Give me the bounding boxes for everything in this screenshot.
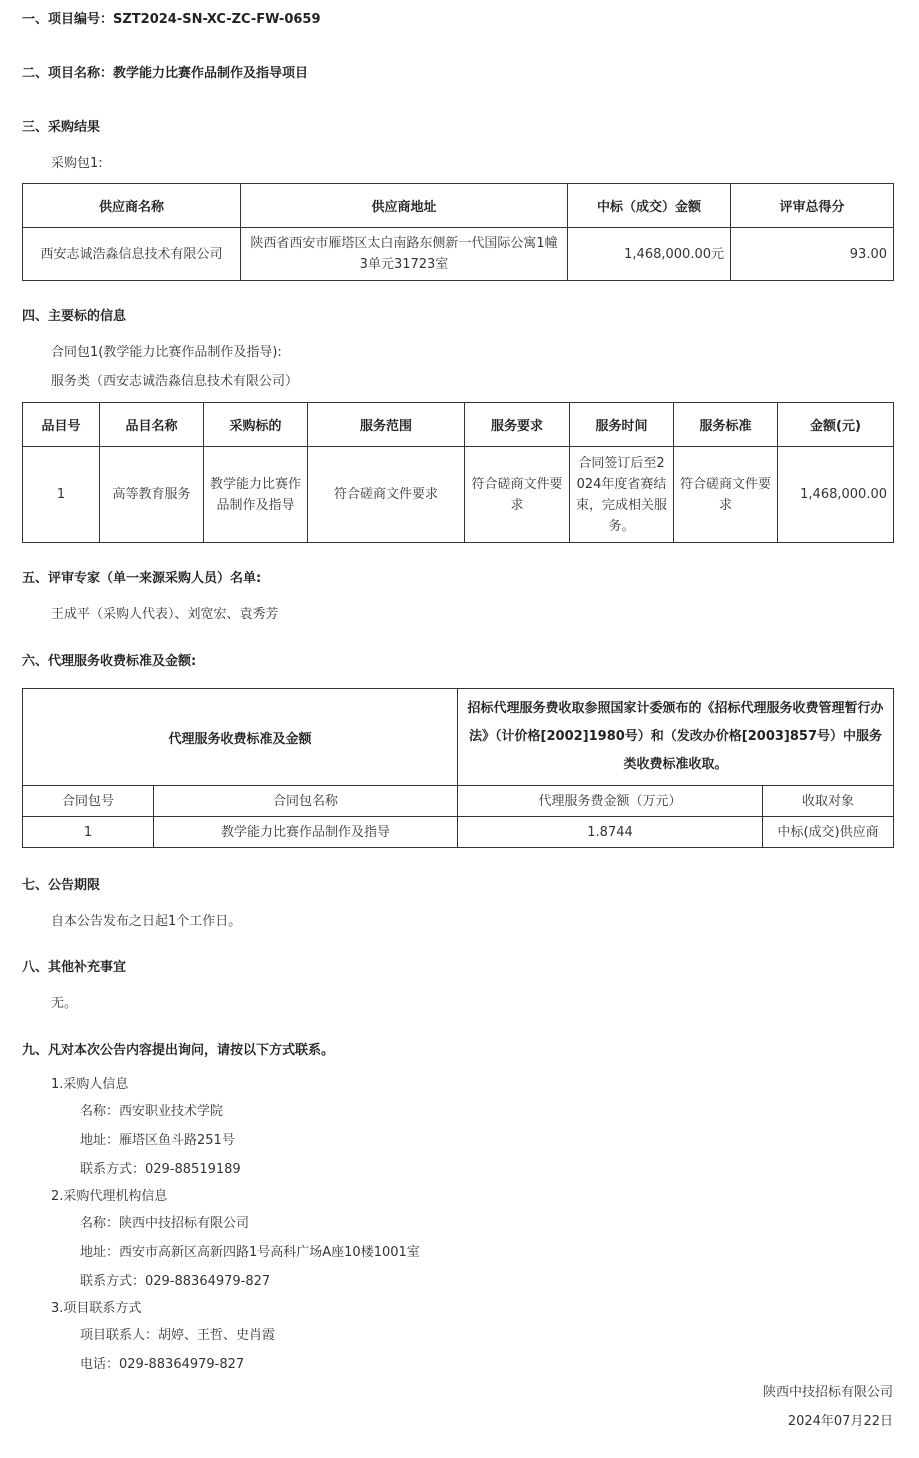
header-item-amount: 金额(元) — [778, 403, 894, 447]
cell-item-requirement: 符合磋商文件要求 — [465, 447, 570, 543]
cell-score: 93.00 — [731, 228, 894, 281]
section-9-heading: 九、凡对本次公告内容提出询问，请按以下方式联系。 — [22, 1043, 335, 1058]
header-payer: 收取对象 — [763, 786, 894, 817]
header-contract-no: 合同包号 — [23, 786, 154, 817]
project-name-label: 二、项目名称： — [22, 66, 114, 81]
cell-item-time: 合同签订后至2024年度省赛结束，完成相关服务。 — [570, 447, 674, 543]
other-matters: 无。 — [51, 996, 78, 1011]
item-table-header — [23, 403, 894, 447]
project-contact-title: 3.项目联系方式 — [51, 1301, 142, 1316]
header-item-target: 采购标的 — [204, 403, 308, 447]
section-5-heading: 五、评审专家（单一来源采购人员）名单: — [22, 571, 262, 586]
section-7-heading: 七、公告期限 — [22, 878, 101, 893]
cell-address: 陕西省西安市雁塔区太白南路东侧新一代国际公寓1幢3单元31723室 — [241, 228, 568, 281]
cell-agency-fee: 1.8744 — [458, 817, 763, 848]
cell-item-target: 教学能力比赛作品制作及指导 — [204, 447, 308, 543]
cell-item-standard: 符合磋商文件要求 — [674, 447, 778, 543]
project-name-value: 教学能力比赛作品制作及指导项目 — [113, 66, 309, 81]
header-score: 评审总得分 — [731, 184, 894, 228]
section-3-heading: 三、采购结果 — [22, 120, 101, 135]
project-number-line — [22, 8, 321, 27]
footer-date: 2024年07月22日 — [787, 1414, 893, 1429]
purchaser-info-title: 1.采购人信息 — [51, 1077, 129, 1092]
fee-table — [22, 688, 894, 848]
cell-contract-name: 教学能力比赛作品制作及指导 — [154, 817, 458, 848]
fee-standard-text: 招标代理服务费收取参照国家计委颁布的《招标代理服务收费管理暂行办法》（计价格[2002]1980号）和（发改办价格[2003]857号）中服务类收费标准收取。 — [458, 689, 894, 786]
purchaser-address: 地址：雁塔区鱼斗路251号 — [80, 1133, 235, 1148]
header-supplier-name: 供应商名称 — [23, 184, 241, 228]
fee-table-header — [23, 786, 894, 817]
header-supplier-address: 供应商地址 — [241, 184, 568, 228]
expert-names: 王成平（采购人代表）、刘宽宏、袁秀芳 — [51, 607, 279, 622]
cell-supplier: 西安志诚浩淼信息技术有限公司 — [23, 228, 241, 281]
announcement-period: 自本公告发布之日起1个工作日。 — [51, 914, 242, 929]
header-item-requirement: 服务要求 — [465, 403, 570, 447]
purchaser-phone: 联系方式：029-88519189 — [80, 1162, 241, 1177]
fee-standard-label: 代理服务收费标准及金额 — [23, 689, 458, 786]
header-item-scope: 服务范围 — [308, 403, 465, 447]
agency-phone: 联系方式：029-88364979-827 — [80, 1274, 271, 1289]
table-row — [23, 228, 894, 281]
fee-standard-row — [23, 689, 894, 786]
result-table-header — [23, 184, 894, 228]
agency-info-title: 2.采购代理机构信息 — [51, 1189, 168, 1204]
package-label: 采购包1: — [51, 156, 103, 171]
project-contact-phone: 电话：029-88364979-827 — [80, 1357, 245, 1372]
project-name-line — [22, 62, 308, 81]
header-item-no: 品目号 — [23, 403, 100, 447]
cell-item-no: 1 — [23, 447, 100, 543]
table-row — [23, 817, 894, 848]
section-6-heading: 六、代理服务收费标准及金额: — [22, 654, 197, 669]
project-contact-person: 项目联系人：胡婷、王哲、史肖霞 — [80, 1328, 276, 1343]
section-8-heading: 八、其他补充事宜 — [22, 960, 127, 975]
section-4-heading: 四、主要标的信息 — [22, 309, 127, 324]
service-category-line: 服务类（西安志诚浩淼信息技术有限公司） — [51, 374, 299, 389]
header-item-standard: 服务标准 — [674, 403, 778, 447]
result-table — [22, 183, 894, 281]
cell-item-name: 高等教育服务 — [100, 447, 204, 543]
cell-contract-no: 1 — [23, 817, 154, 848]
footer-company: 陕西中技招标有限公司 — [762, 1385, 893, 1400]
header-item-name: 品目名称 — [100, 403, 204, 447]
cell-amount: 1,468,000.00元 — [568, 228, 731, 281]
purchaser-name: 名称：西安职业技术学院 — [80, 1104, 224, 1119]
header-item-time: 服务时间 — [570, 403, 674, 447]
table-row — [23, 447, 894, 543]
agency-name: 名称：陕西中技招标有限公司 — [80, 1216, 250, 1231]
agency-address: 地址：西安市高新区高新四路1号高科广场A座10楼1001室 — [80, 1245, 420, 1260]
cell-payer: 中标(成交)供应商 — [763, 817, 894, 848]
header-amount: 中标（成交）金额 — [568, 184, 731, 228]
project-number-value: SZT2024-SN-XC-ZC-FW-0659 — [113, 12, 321, 27]
cell-item-scope: 符合磋商文件要求 — [308, 447, 465, 543]
project-number-label: 一、项目编号： — [22, 12, 114, 27]
item-table — [22, 402, 894, 543]
header-agency-fee: 代理服务费金额（万元） — [458, 786, 763, 817]
contract-package-line: 合同包1(教学能力比赛作品制作及指导): — [51, 345, 282, 360]
header-contract-name: 合同包名称 — [154, 786, 458, 817]
cell-item-amount: 1,468,000.00 — [778, 447, 894, 543]
